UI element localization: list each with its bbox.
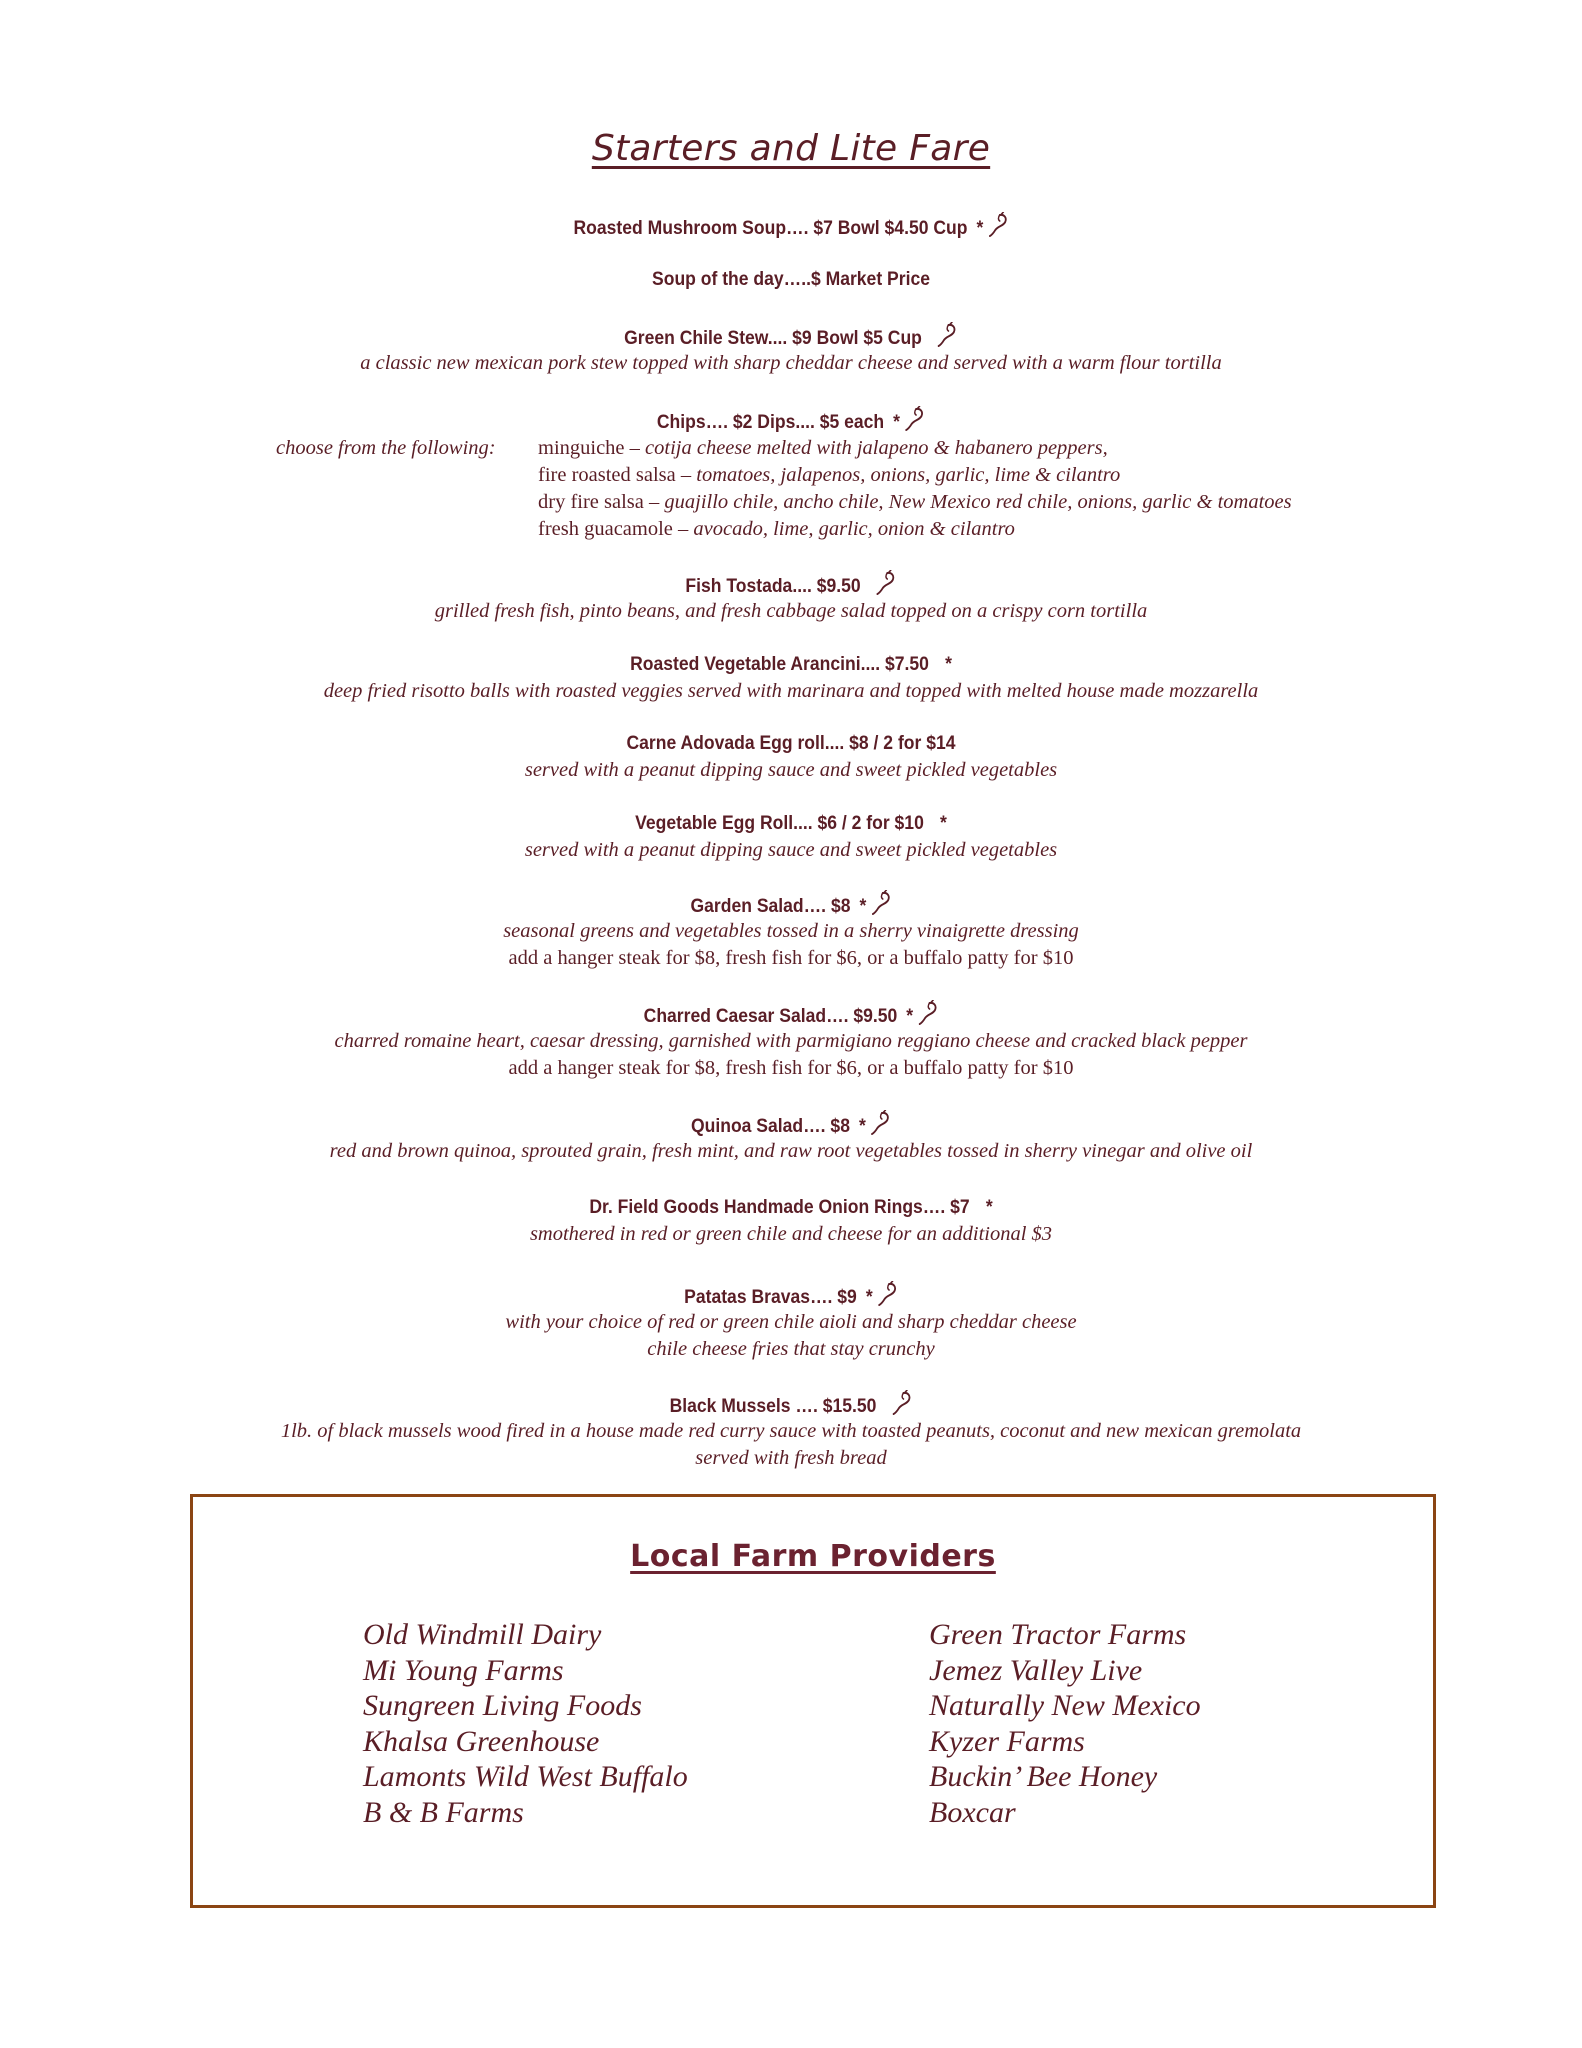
item-name: Dr. Field Goods Handmade Onion Rings…. $7 <box>589 1196 970 1218</box>
dip-option: fire roasted salsa – tomatoes, jalapenos, onions, garlic, lime & cilantro <box>538 464 1121 486</box>
menu-item-patatas-bravas <box>0 1281 1582 1363</box>
item-name: Patatas Bravas…. $9 <box>684 1286 857 1308</box>
menu-item-carne-adovada-egg-roll <box>0 729 1582 784</box>
menu-item-green-chile-stew <box>0 322 1582 377</box>
vegetarian-marker: * <box>906 1005 914 1027</box>
chips-choose-label: choose from the following: <box>276 437 496 459</box>
item-description: seasonal greens and vegetables tossed in a sherry vinaigrette dressing <box>503 920 1079 942</box>
item-description: deep fried risotto balls with roasted veggies served with marinara and topped with melted house made mozzarella <box>323 680 1259 702</box>
item-addon: add a hanger steak for $8, fresh fish for $6, or a buffalo patty for $10 <box>508 947 1074 969</box>
menu-item-vegetable-egg-roll <box>0 809 1582 864</box>
farm-name: Green Tractor Farms <box>929 1618 1187 1651</box>
vegetarian-marker: * <box>865 1286 873 1308</box>
chile-pepper-icon <box>870 890 892 916</box>
item-description: served with a peanut dipping sauce and sweet pickled vegetables <box>524 759 1058 781</box>
chile-pepper-icon <box>904 406 926 432</box>
farm-list-right <box>929 1617 1201 1830</box>
vegetarian-marker: * <box>859 895 867 917</box>
chile-pepper-icon <box>987 212 1009 238</box>
item-name: Vegetable Egg Roll.... $6 / 2 for $10 <box>635 812 924 834</box>
vegetarian-marker: * <box>940 812 947 834</box>
farm-name: B & B Farms <box>363 1795 524 1829</box>
menu-item-chips-dips <box>0 406 1582 434</box>
dip-option: dry fire salsa – guajillo chile, ancho chile, New Mexico red chile, onions, garlic & tomatoes <box>538 491 1292 513</box>
page-title: Starters and Lite Fare <box>591 128 991 169</box>
item-description: served with a peanut dipping sauce and sweet pickled vegetables <box>524 839 1058 861</box>
item-name: Soup of the day…..$ Market Price <box>652 268 930 290</box>
dip-option: minguiche – cotija cheese melted with jalapeno & habanero peppers, <box>538 437 1108 459</box>
item-name: Fish Tostada.... $9.50 <box>685 575 861 597</box>
item-addon: add a hanger steak for $8, fresh fish for $6, or a buffalo patty for $10 <box>508 1057 1074 1079</box>
item-name: Roasted Mushroom Soup…. $7 Bowl $4.50 Cup <box>573 217 968 239</box>
item-name: Black Mussels …. $15.50 <box>669 1395 877 1417</box>
menu-item-quinoa-salad <box>0 1110 1582 1165</box>
item-name: Chips…. $2 Dips.... $5 each <box>656 411 885 433</box>
farm-name: Jemez Valley Live <box>929 1653 1143 1687</box>
farm-list-left <box>363 1617 688 1830</box>
vegetarian-marker: * <box>985 1196 993 1218</box>
item-description: charred romaine heart, caesar dressing, garnished with parmigiano reggiano cheese and cracked black pepper <box>334 1030 1248 1052</box>
farm-name: Sungreen Living Foods <box>363 1689 642 1722</box>
item-name: Charred Caesar Salad…. $9.50 <box>643 1005 898 1027</box>
item-description-2: served with fresh bread <box>695 1447 887 1469</box>
farm-name: Naturally New Mexico <box>929 1689 1201 1722</box>
chile-pepper-icon <box>891 1390 913 1416</box>
item-description-2: chile cheese fries that stay crunchy <box>647 1338 935 1360</box>
farm-name: Boxcar <box>929 1795 1016 1829</box>
menu-item-mushroom-soup <box>0 212 1582 240</box>
farm-name: Mi Young Farms <box>363 1653 564 1687</box>
item-description: with your choice of red or green chile aioli and sharp cheddar cheese <box>505 1311 1077 1333</box>
menu-item-black-mussels <box>0 1390 1582 1472</box>
farm-name: Lamonts Wild West Buffalo <box>363 1760 688 1793</box>
menu-item-arancini <box>0 650 1582 705</box>
item-description: smothered in red or green chile and cheese for an additional $3 <box>529 1223 1053 1245</box>
menu-item-soup-of-the-day <box>0 265 1582 293</box>
chile-pepper-icon <box>876 1281 898 1307</box>
item-name: Garden Salad…. $8 <box>690 895 851 917</box>
dip-option: fresh guacamole – avocado, lime, garlic, onion & cilantro <box>538 518 1015 540</box>
chile-pepper-icon <box>875 570 897 596</box>
farm-name: Old Windmill Dairy <box>363 1618 602 1651</box>
vegetarian-marker: * <box>945 653 952 675</box>
vegetarian-marker: * <box>893 411 900 433</box>
farm-providers-box <box>190 1494 1436 1908</box>
item-description: a classic new mexican pork stew topped with sharp cheddar cheese and served with a warm flour tortilla <box>360 352 1222 374</box>
item-name: Quinoa Salad…. $8 <box>690 1115 850 1137</box>
item-description: red and brown quinoa, sprouted grain, fresh mint, and raw root vegetables tossed in sherry vinegar and olive oil <box>329 1140 1253 1162</box>
menu-item-onion-rings <box>0 1193 1582 1248</box>
item-name: Roasted Vegetable Arancini.... $7.50 <box>630 653 929 675</box>
chile-pepper-icon <box>936 322 958 348</box>
item-name: Carne Adovada Egg roll.... $8 / 2 for $14 <box>626 732 956 754</box>
menu-item-garden-salad <box>0 890 1582 972</box>
vegetarian-marker: * <box>858 1115 866 1137</box>
vegetarian-marker: * <box>976 217 984 239</box>
item-name: Green Chile Stew.... $9 Bowl $5 Cup <box>624 327 922 349</box>
farm-name: Buckin’ Bee Honey <box>929 1760 1158 1793</box>
farm-name: Kyzer Farms <box>929 1724 1085 1758</box>
menu-item-caesar-salad <box>0 1000 1582 1082</box>
farm-providers-title: Local Farm Providers <box>630 1539 996 1574</box>
farm-name: Khalsa Greenhouse <box>363 1724 600 1758</box>
chile-pepper-icon <box>917 1000 939 1026</box>
item-description: 1lb. of black mussels wood fired in a house made red curry sauce with toasted peanuts, coconut and new mexican gremolata <box>280 1420 1302 1442</box>
dips-list <box>538 435 1292 543</box>
chile-pepper-icon <box>869 1110 891 1136</box>
item-description: grilled fresh fish, pinto beans, and fresh cabbage salad topped on a crispy corn tortilla <box>434 600 1148 622</box>
menu-item-fish-tostada <box>0 570 1582 625</box>
